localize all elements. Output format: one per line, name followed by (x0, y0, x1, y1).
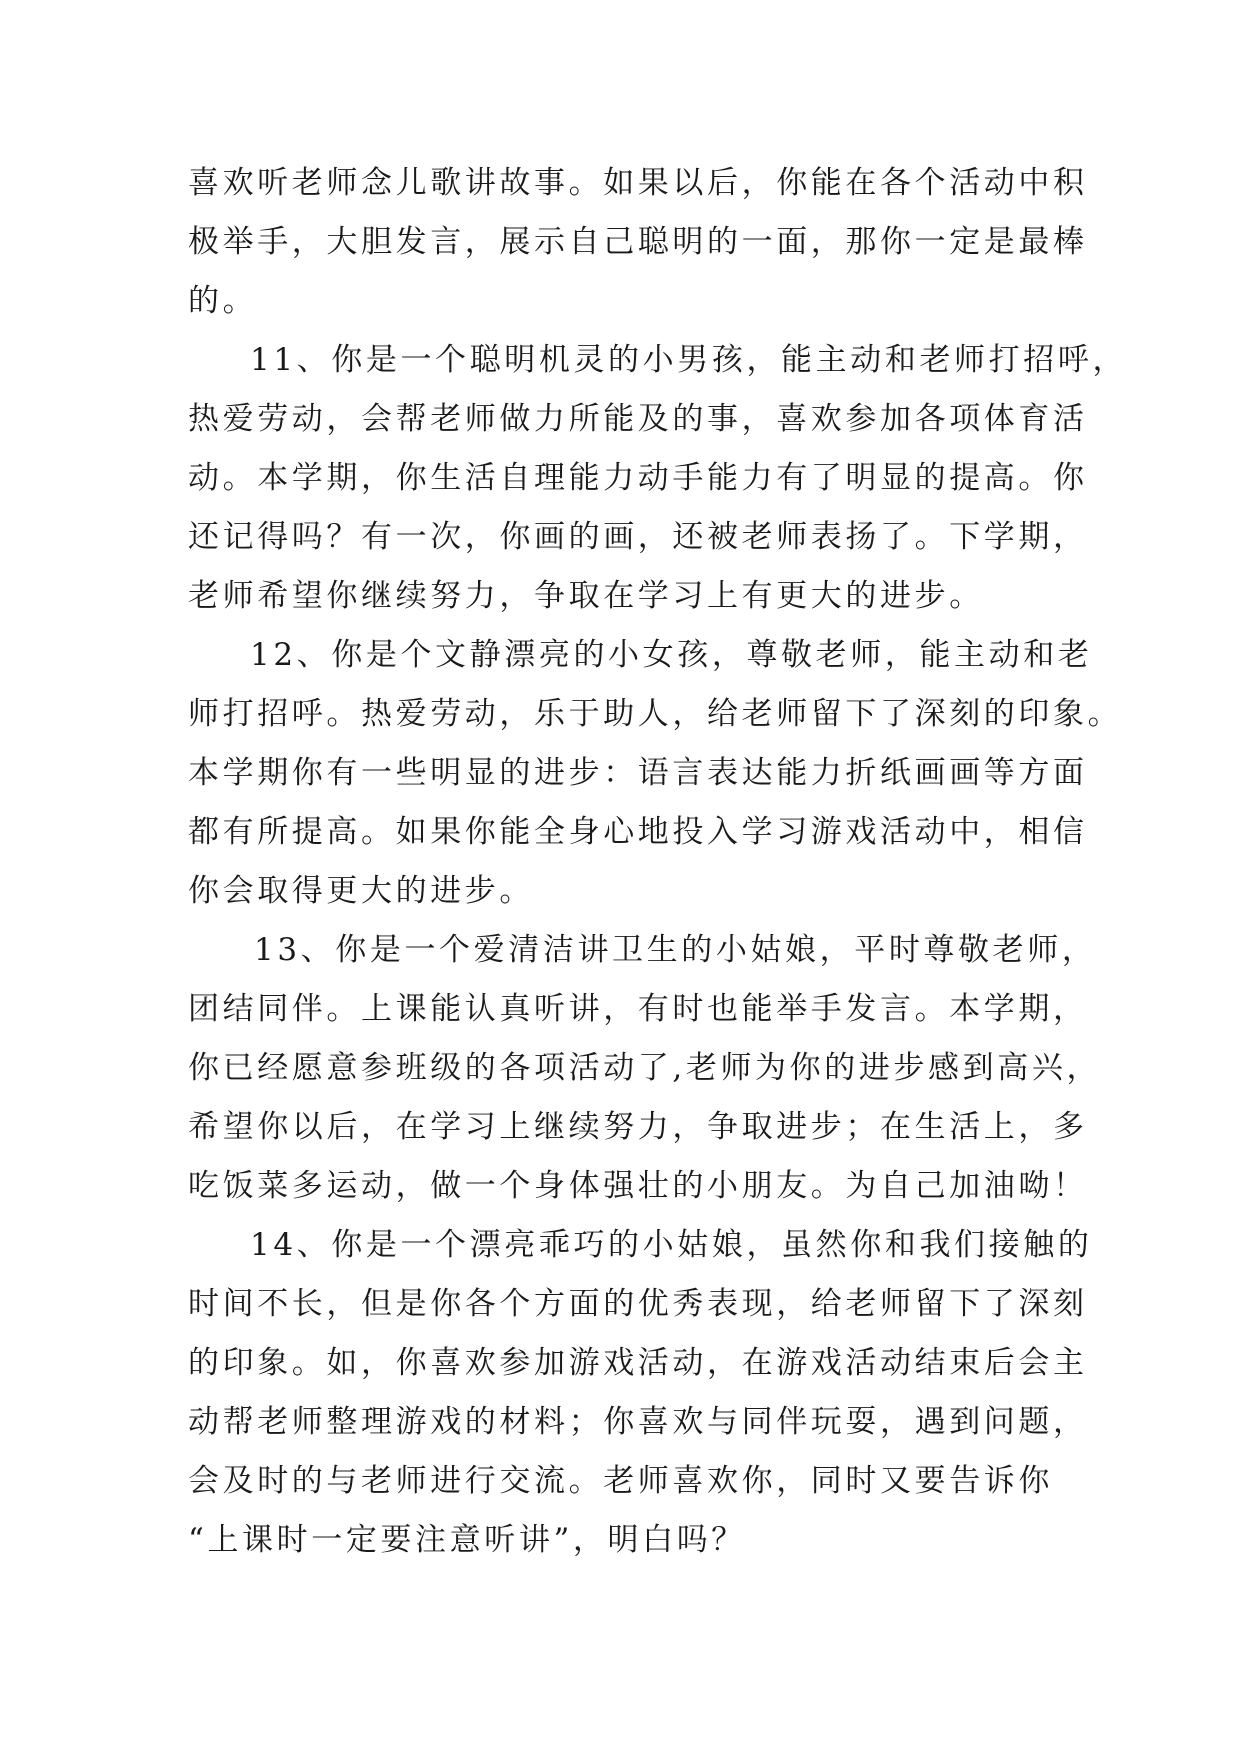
text-line: 吃饭菜多运动，做一个身体强壮的小朋友。为自己加油呦！ (188, 1168, 1088, 1204)
text-line: 会及时的与老师进行交流。老师喜欢你，同时又要告诉你 (188, 1463, 1053, 1499)
text-line: 本学期你有一些明显的进步：语言表达能力折纸画画等方面 (188, 755, 1088, 791)
text-line: 你会取得更大的进步。 (188, 873, 534, 909)
text-line: 老师希望你继续努力，争取在学习上有更大的进步。 (188, 578, 984, 614)
paragraph-12-first-line: 12、你是个文静漂亮的小女孩，尊敬老师，能主动和老 (250, 637, 1093, 673)
text-line: 热爱劳动，会帮老师做力所能及的事，喜欢参加各项体育活 (188, 401, 1088, 437)
text-line: 师打招呼。热爱劳动，乐于助人，给老师留下了深刻的印象。 (188, 696, 1123, 732)
text-line: 都有所提高。如果你能全身心地投入学习游戏活动中，相信 (188, 814, 1088, 850)
text-line: 团结同伴。上课能认真听讲，有时也能举手发言。本学期， (188, 991, 1088, 1027)
text-line: 的。 (188, 283, 258, 319)
paragraph-14-first-line: 14、你是一个漂亮乖巧的小姑娘，虽然你和我们接触的 (250, 1227, 1093, 1263)
paragraph-11-first-line: 11、你是一个聪明机灵的小男孩，能主动和老师打招呼， (250, 342, 1128, 378)
text-line: 极举手，大胆发言，展示自己聪明的一面，那你一定是最棒 (188, 224, 1088, 260)
text-line: 动帮老师整理游戏的材料；你喜欢与同伴玩耍，遇到问题， (188, 1404, 1088, 1440)
text-line: 希望你以后，在学习上继续努力，争取进步；在生活上，多 (188, 1109, 1088, 1145)
document-body (188, 154, 1128, 1570)
paragraph-13-first-line: 13、你是一个爱清洁讲卫生的小姑娘，平时尊敬老师， (254, 932, 1097, 968)
text-line: 的印象。如，你喜欢参加游戏活动，在游戏活动结束后会主 (188, 1345, 1088, 1381)
text-line: “上课时一定要注意听讲”，明白吗？ (188, 1522, 746, 1558)
text-line: 喜欢听老师念儿歌讲故事。如果以后，你能在各个活动中积 (188, 165, 1088, 201)
text-line: 还记得吗？有一次，你画的画，还被老师表扬了。下学期， (188, 519, 1088, 555)
text-line: 你已经愿意参班级的各项活动了,老师为你的进步感到高兴， (188, 1050, 1102, 1086)
text-line: 时间不长，但是你各个方面的优秀表现，给老师留下了深刻 (188, 1286, 1088, 1322)
text-line: 动。本学期，你生活自理能力动手能力有了明显的提高。你 (188, 460, 1088, 496)
